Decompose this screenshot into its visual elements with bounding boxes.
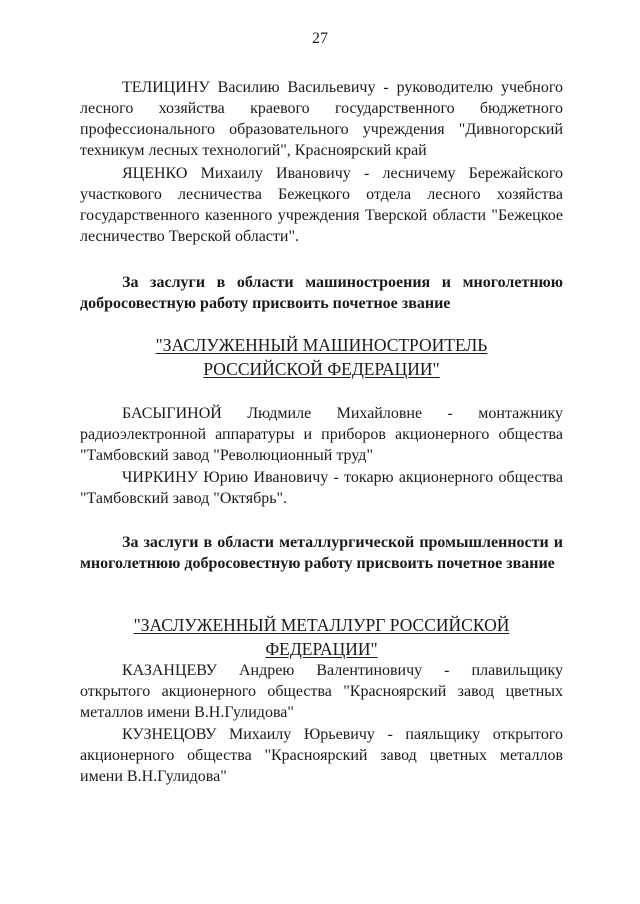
- award-entry-kazantsev: КАЗАНЦЕВУ Андрею Валентиновичу - плавильщику открытого акционерного общества "Красноярский завод цветных металлов имени В.Н.Гулидова": [80, 662, 563, 721]
- honorary-title-machine-builder: [80, 333, 563, 381]
- award-entry-chirkin: ЧИРКИНУ Юрию Ивановичу - токарю акционерного общества "Тамбовский завод "Октябрь".: [80, 469, 563, 507]
- page-number: 27: [312, 30, 328, 47]
- award-entry-kuznetsov: КУЗНЕЦОВУ Михаилу Юрьевичу - паяльщику открытого акционерного общества "Красноярский завод цветных металлов имени В.Н.Гулидова": [80, 726, 563, 785]
- honorary-title-line: "ЗАСЛУЖЕННЫЙ МАШИНОСТРОИТЕЛЬ: [155, 335, 488, 355]
- award-entry-yatsenko: ЯЦЕНКО Михаилу Ивановичу - лесничему Бережайского участкового лесничества Бежецкого отдела лесного хозяйства государственного казенного учреждения Тверской области "Бежецкое лесничество Тверской области".: [80, 165, 563, 245]
- honorary-title-metallurgist: [80, 613, 563, 661]
- award-entry-telitsyn: ТЕЛИЦИНУ Василию Васильевичу - руководителю учебного лесного хозяйства краевого государственного бюджетного профессионального образовательного учреждения "Дивногорский техникум лесных технологий", Красноярский край: [80, 79, 563, 159]
- section-heading-metallurgy: За заслуги в области металлургической промышленности и многолетнюю добросовестную работу присвоить почетное звание: [80, 534, 563, 572]
- section-heading-machine-building: За заслуги в области машиностроения и многолетнюю добросовестную работу присвоить почетное звание: [80, 274, 563, 312]
- honorary-title-line: "ЗАСЛУЖЕННЫЙ МЕТАЛЛУРГ РОССИЙСКОЙ ФЕДЕРАЦИИ": [133, 615, 510, 659]
- award-entry-basygina: БАСЫГИНОЙ Людмиле Михайловне - монтажнику радиоэлектронной аппаратуры и приборов акционерного общества "Тамбовский завод "Революционный труд": [80, 405, 563, 464]
- honorary-title-line: РОССИЙСКОЙ ФЕДЕРАЦИИ": [203, 359, 440, 379]
